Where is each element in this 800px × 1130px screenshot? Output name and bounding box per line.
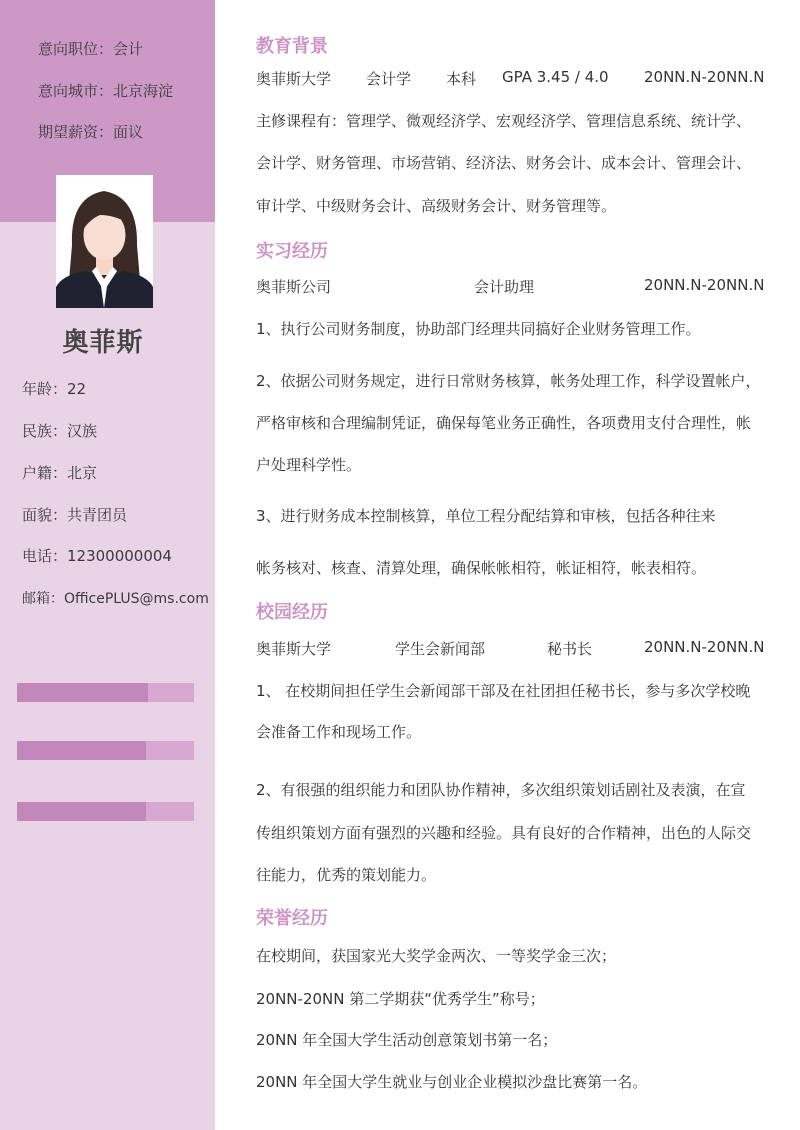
award-line-3: 20NN 年全国大学生活动创意策划书第一名； [256, 1031, 558, 1049]
award-line-1: 在校期间，获国家光大奖学金两次、一等奖学金三次； [256, 947, 617, 965]
internship-line-2: 2、依据公司财务规定，进行日常财务核算，帐务处理工作，科学设置帐户， [256, 372, 761, 390]
campus-line-1: 1、 在校期间担任学生会新闻部干部及在社团担任秘书长，参与多次学校晚 [256, 682, 751, 700]
section-title-campus: 校园经历 [256, 602, 328, 623]
internship-line-1: 1、执行公司财务制度，协助部门经理共同搞好企业财务管理工作。 [256, 320, 701, 338]
section-title-awards: 荣誉经历 [256, 908, 328, 929]
campus-summary-row [256, 638, 776, 660]
section-title-education: 教育背景 [256, 36, 328, 57]
city-intent: 意向城市：北京海淀 [38, 82, 174, 100]
campus-school: 奥菲斯大学 [256, 640, 332, 658]
education-course-line-3: 审计学、中级财务会计、高级财务会计、财务管理等。 [256, 197, 617, 215]
education-major: 会计学 [366, 70, 412, 88]
internship-position: 会计助理 [474, 278, 535, 296]
info-phone: 电话：12300000004 [22, 547, 172, 565]
skill-bar-1 [17, 683, 194, 702]
candidate-name: 奥菲斯 [62, 328, 144, 358]
award-line-2: 20NN-20NN 第二学期获“优秀学生”称号； [256, 990, 545, 1008]
education-period: 20NN.N-20NN.N [644, 68, 765, 86]
internship-company: 奥菲斯公司 [256, 278, 332, 296]
internship-line-3: 严格审核和合理编制凭证，确保每笔业务正确性，各项费用支付合理性，帐 [256, 414, 752, 432]
info-ethnicity: 民族：汉族 [22, 422, 98, 440]
avatar [56, 175, 153, 308]
campus-line-4: 传组织策划方面有强烈的兴趣和经验。具有良好的合作精神，出色的人际交 [256, 824, 752, 842]
education-summary-row [256, 68, 776, 90]
skill-bar-3-fill [17, 802, 146, 821]
campus-role: 秘书长 [547, 640, 593, 658]
profile-photo-illustration [56, 175, 153, 308]
section-title-internship: 实习经历 [256, 241, 328, 262]
internship-line-4: 户处理科学性。 [256, 456, 362, 474]
internship-line-5: 3、进行财务成本控制核算，单位工程分配结算和审核，包括各种往来 [256, 507, 716, 525]
skill-bar-2 [17, 741, 194, 760]
campus-line-3: 2、有很强的组织能力和团队协作精神，多次组织策划话剧社及表演，在宣 [256, 781, 746, 799]
education-course-line-1: 主修课程有：管理学、微观经济学、宏观经济学、管理信息系统、统计学、 [256, 112, 752, 130]
campus-organization: 学生会新闻部 [395, 640, 486, 658]
education-school: 奥菲斯大学 [256, 70, 332, 88]
campus-line-2: 会准备工作和现场工作。 [256, 723, 422, 741]
award-line-4: 20NN 年全国大学生就业与创业企业模拟沙盘比赛第一名。 [256, 1073, 648, 1091]
info-hometown: 户籍：北京 [22, 464, 98, 482]
job-intent: 意向职位：会计 [38, 40, 144, 58]
education-degree: 本科 [446, 70, 477, 88]
info-political-status: 面貌：共青团员 [22, 506, 128, 524]
internship-period: 20NN.N-20NN.N [644, 276, 765, 294]
education-course-line-2: 会计学、财务管理、市场营销、经济法、财务会计、成本会计、管理会计、 [256, 154, 752, 172]
info-email: 邮箱：OfficePLUS@ms.com [22, 591, 209, 607]
internship-line-6: 帐务核对、核查、清算处理，确保帐帐相符，帐证相符，帐表相符。 [256, 559, 707, 577]
info-age: 年龄：22 [22, 380, 87, 398]
internship-summary-row [256, 276, 776, 298]
campus-line-5: 往能力，优秀的策划能力。 [256, 866, 437, 884]
salary-expectation: 期望薪资：面议 [38, 123, 144, 141]
skill-bar-2-fill [17, 741, 146, 760]
skill-bar-3 [17, 802, 194, 821]
sidebar [0, 0, 215, 1130]
skill-bar-1-fill [17, 683, 148, 702]
education-gpa: GPA 3.45 / 4.0 [502, 68, 609, 86]
campus-period: 20NN.N-20NN.N [644, 638, 765, 656]
